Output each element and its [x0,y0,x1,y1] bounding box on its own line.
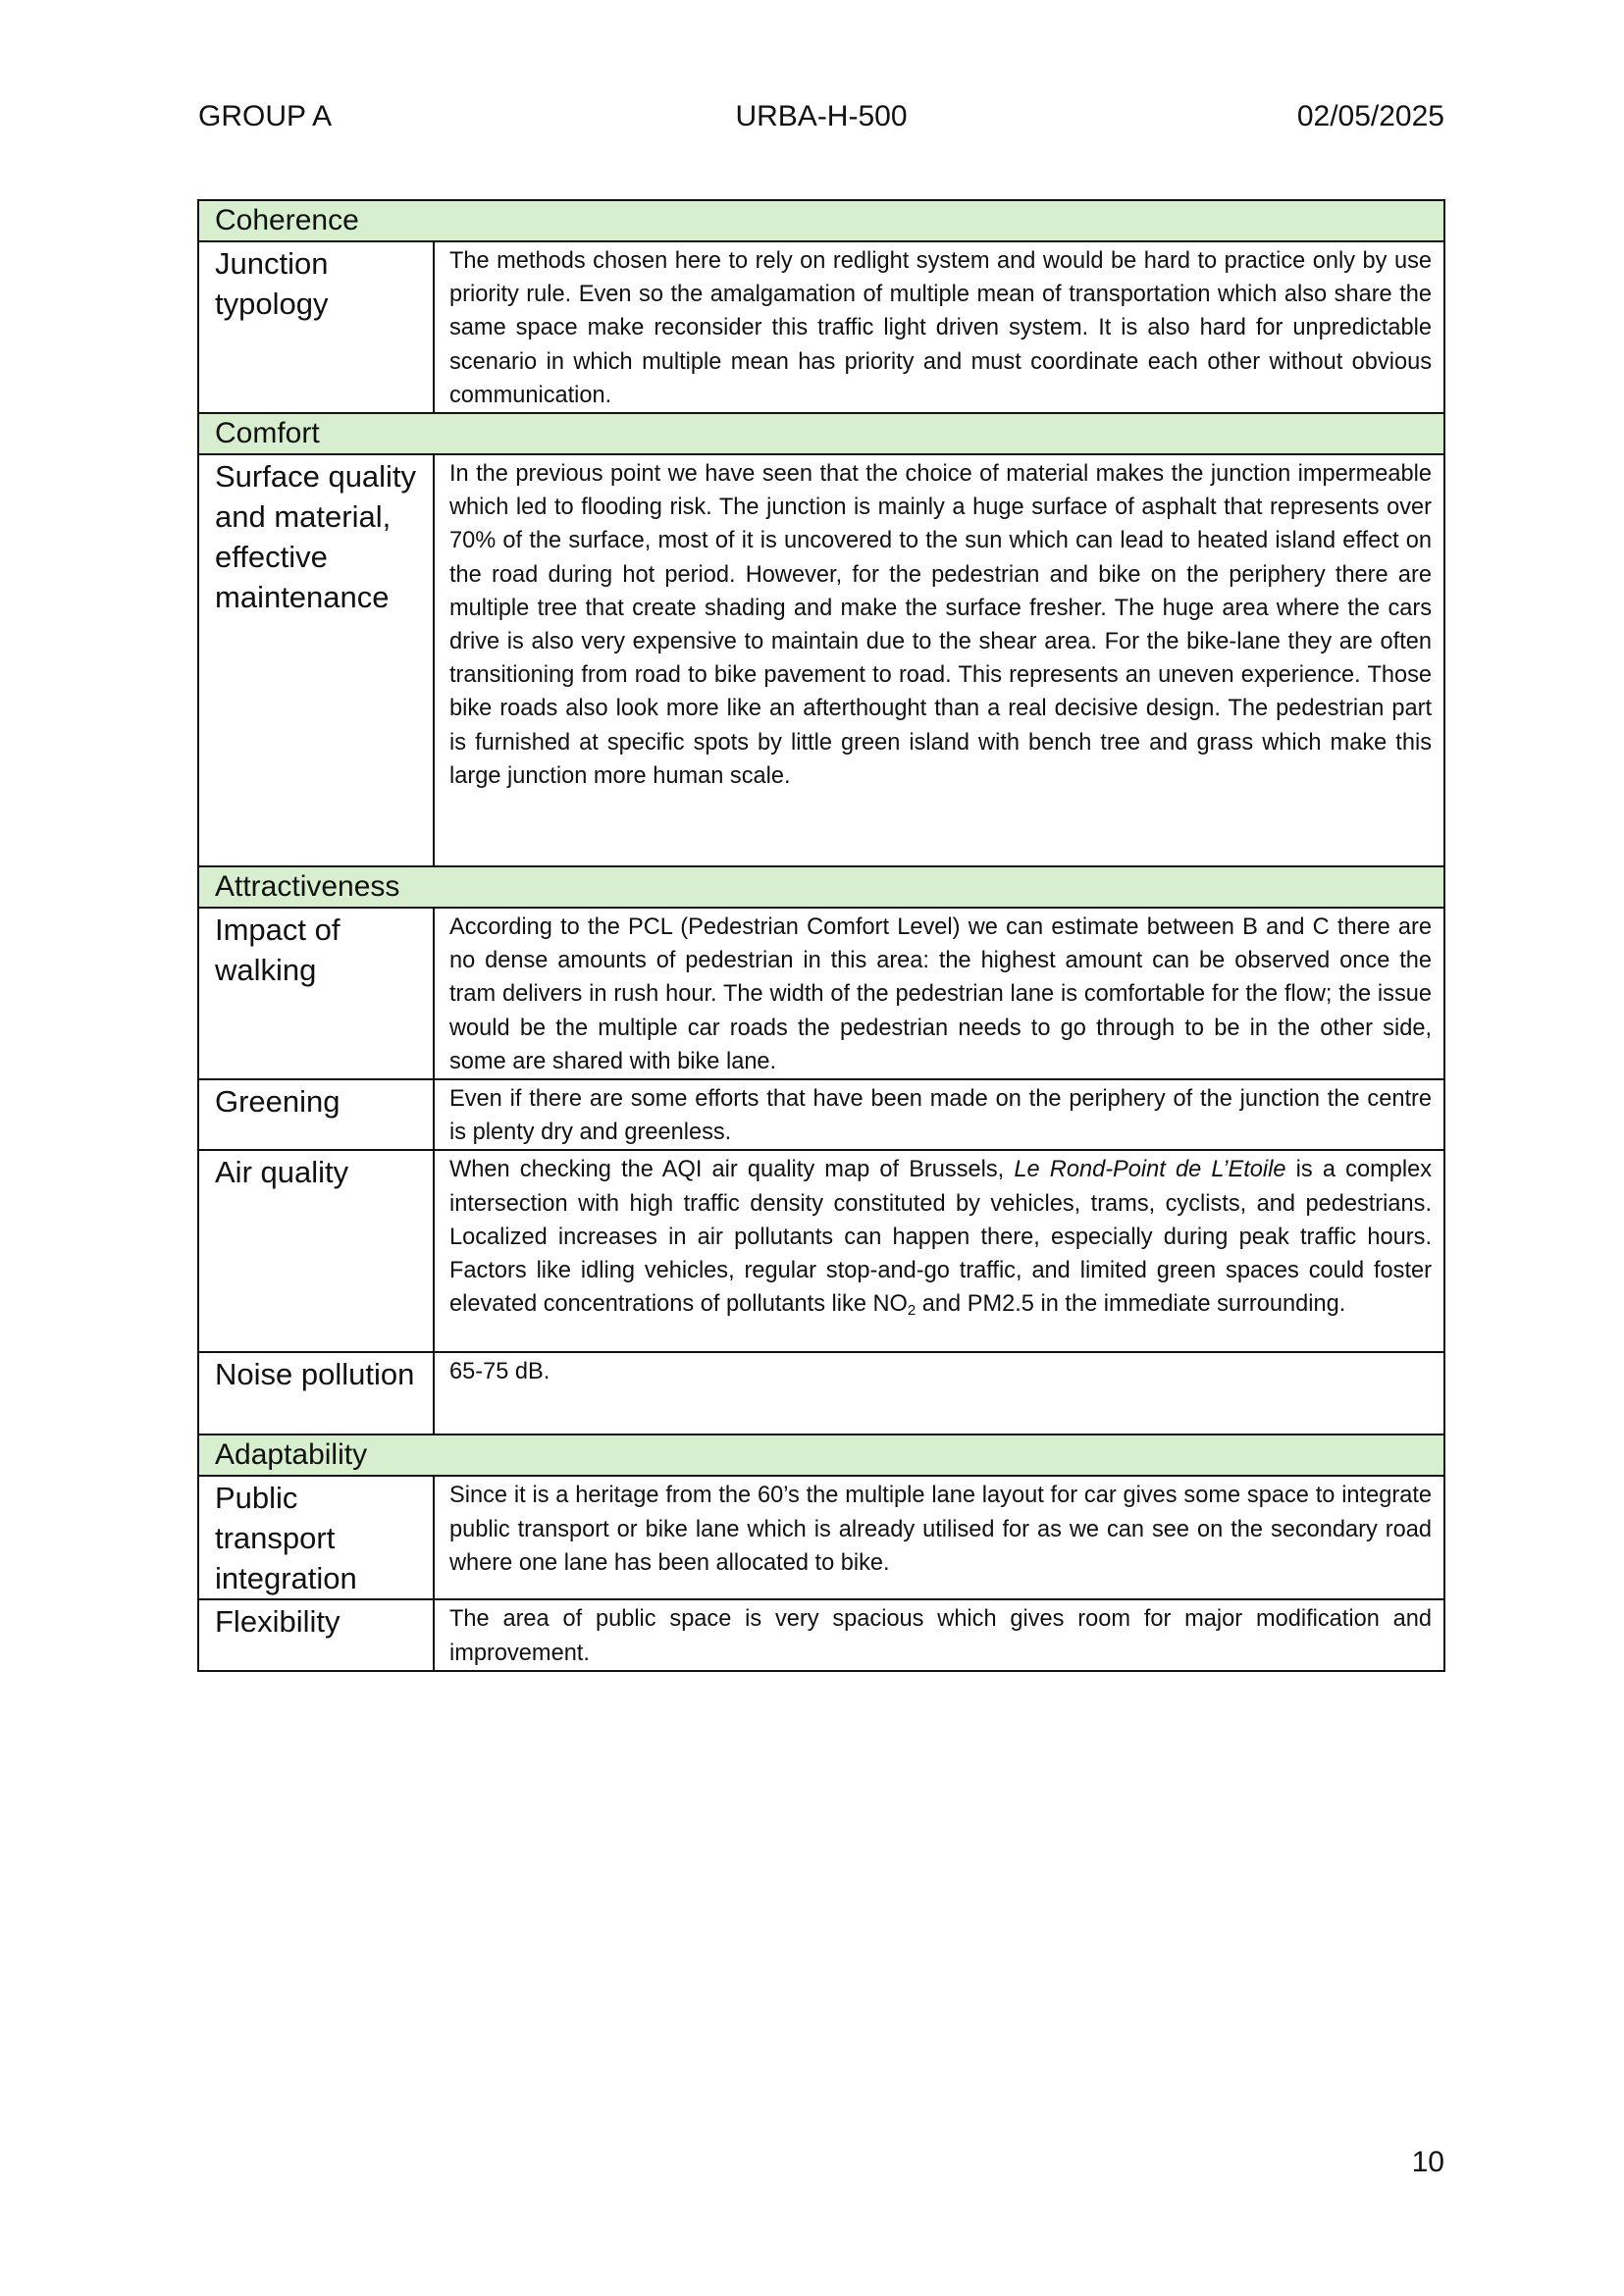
section-comfort [198,413,1444,454]
criterion-junction-typology: Junction typology [198,241,434,413]
criterion-public-transport-integration: Public transport integration [198,1476,434,1599]
section-coherence [198,200,1444,241]
description-impact-of-walking: According to the PCL (Pedestrian Comfort Level) we can estimate between B and C there are no dense amounts of pedestrian in this area: the highest amount can be observed once the tram delivers in rush hour. The width of the pedestrian lane is comfortable for the flow; the issue would be the multiple car roads the pedestrian needs to go through to be in the other side, some are shared with bike lane. [434,908,1444,1079]
section-adaptability [198,1435,1444,1476]
page-header [198,100,1444,139]
place-name-rond-point: Le Rond-Point de L’Etoile [1014,1157,1286,1183]
section-title: Attractiveness [198,866,1444,908]
description-surface-quality: In the previous point we have seen that the choice of material makes the junction impermeable which led to flooding risk. The junction is mainly a huge surface of asphalt that represents over 70% of the surface, most of it is uncovered to the sun which can lead to heated island effect on the road during hot period. However, for the pedestrian and bike on the periphery there are multiple tree that create shading and make the surface fresher. The huge area where the cars drive is also very expensive to maintain due to the shear area. For the bike-lane they are often transitioning from road to bike pavement to road. This represents an uneven experience. Those bike roads also look more like an afterthought than a real decisive design. The pedestrian part is furnished at specific spots by little green island with bench tree and grass which make this large junction more human scale. [434,454,1444,866]
table-row [198,454,1444,866]
description-greening: Even if there are some efforts that have been made on the periphery of the junction the centre is plenty dry and greenless. [434,1079,1444,1150]
criterion-noise-pollution: Noise pollution [198,1352,434,1435]
no2-subscript: 2 [907,1302,917,1320]
criterion-surface-quality: Surface quality and material, effective maintenance [198,454,434,866]
description-noise-pollution: 65-75 dB. [434,1352,1444,1435]
criterion-flexibility: Flexibility [198,1599,434,1670]
table-row [198,1352,1444,1435]
criterion-air-quality: Air quality [198,1150,434,1352]
description-junction-typology: The methods chosen here to rely on redlight system and would be hard to practice only by use priority rule. Even so the amalgamation of multiple mean of transportation which also share the same space make reconsider this traffic light driven system. It is also hard for unpredictable scenario in which multiple mean has priority and must coordinate each other without obvious communication. [434,241,1444,413]
page-number: 10 [1411,2146,1444,2178]
criterion-greening: Greening [198,1079,434,1150]
air-quality-text-end: and PM2.5 in the immediate surrounding. [916,1291,1346,1318]
section-title: Adaptability [198,1435,1444,1476]
criterion-impact-of-walking: Impact of walking [198,908,434,1079]
section-title: Comfort [198,413,1444,454]
header-course-code: URBA-H-500 [735,100,908,132]
air-quality-text-mid: is a complex intersection with high traffic density constituted by vehicles, trams, cyclists, and pedestrians. Localized increases in air pollutants can happen there, especially during peak traffic hours. Factors like idling vehicles, regular stop-and-go traffic, and limited green spaces could foster elevated concentrations of pollutants like NO [449,1157,1433,1318]
section-attractiveness [198,866,1444,908]
air-quality-text-start: When checking the AQI air quality map of Brussels, [449,1157,1015,1183]
description-flexibility: The area of public space is very spacious which gives room for major modification and improvement. [434,1599,1444,1670]
header-group: GROUP A [198,100,333,132]
table-row [198,1150,1444,1352]
section-title: Coherence [198,200,1444,241]
header-date: 02/05/2025 [1296,100,1444,132]
table-row [198,241,1444,413]
description-public-transport-integration: Since it is a heritage from the 60’s the multiple lane layout for car gives some space to integrate public transport or bike lane which is already utilised for as we can see on the secondary road where one lane has been allocated to bike. [434,1476,1444,1599]
table-row [198,1476,1444,1599]
description-air-quality [434,1150,1444,1352]
evaluation-table [197,199,1445,1672]
table-row [198,1079,1444,1150]
table-row [198,908,1444,1079]
table-row [198,1599,1444,1670]
